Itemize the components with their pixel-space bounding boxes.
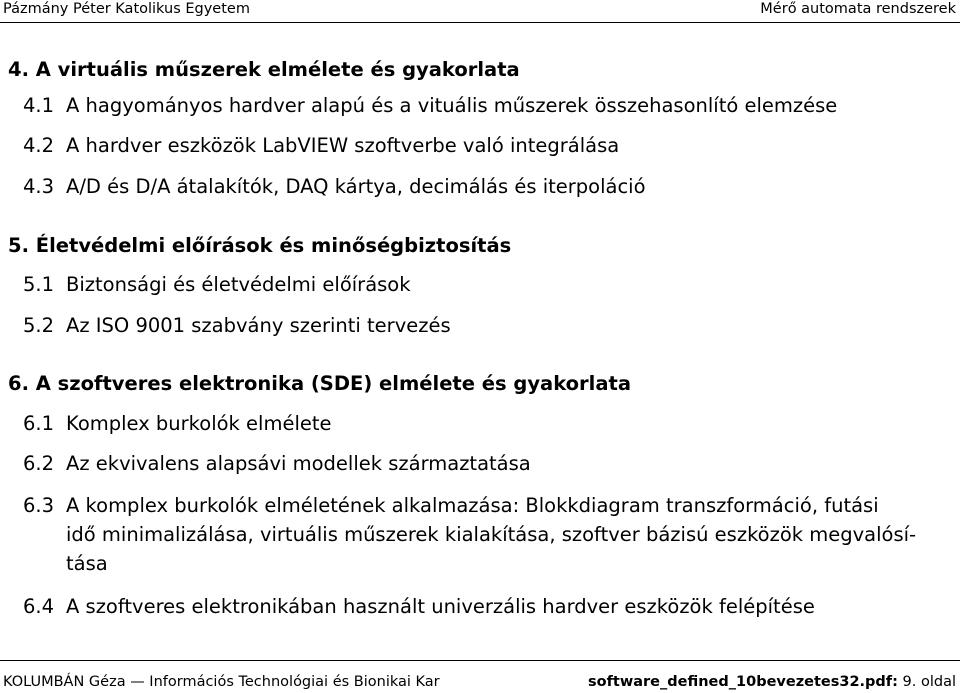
section-title-4: 4. A virtuális műszerek elmélete és gyakorlata (8, 58, 520, 81)
item-text: A hagyományos hardver alapú és a vituális műszerek összehasonlító elemzése (66, 94, 838, 117)
item-number: 5.1 (23, 273, 55, 296)
item-number: 6.2 (23, 452, 55, 475)
page-header (0, 0, 960, 22)
header-university: Pázmány Péter Katolikus Egyetem (3, 1, 250, 17)
list-item (23, 594, 815, 620)
page-footer (0, 660, 960, 693)
footer-filename: software_defined_10bevezetes32.pdf: (588, 674, 898, 690)
item-text-line-2: idő minimalizálása, virtuális műszerek kialakítása, szoftver bázisú eszközök megvalósí- (66, 523, 917, 546)
header-course-title: Mérő automata rendszerek (760, 1, 956, 17)
list-item (23, 491, 923, 578)
footer-author: KOLUMBÁN Géza — Információs Technológiai és Bionikai Kar (3, 674, 440, 690)
item-number: 6.4 (23, 595, 55, 618)
item-text: A szoftveres elektronikában használt univerzális hardver eszközök felépítése (66, 595, 815, 618)
item-text: Az ISO 9001 szabvány szerinti tervezés (66, 314, 451, 337)
header-divider (0, 22, 960, 23)
list-item (23, 174, 646, 200)
list-item (23, 411, 332, 437)
list-item (23, 93, 837, 119)
footer-page-info (588, 673, 956, 691)
item-text-line-3: tása (66, 552, 108, 575)
item-text: Az ekvivalens alapsávi modellek származtatása (66, 452, 531, 475)
section-title-6: 6. A szoftveres elektronika (SDE) elmélete és gyakorlata (8, 372, 631, 395)
item-number: 6.3 (23, 494, 55, 517)
item-number: 6.1 (23, 412, 55, 435)
item-text: A/D és D/A átalakítók, DAQ kártya, decimálás és iterpoláció (66, 175, 646, 198)
list-item (23, 451, 531, 477)
item-number: 5.2 (23, 314, 55, 337)
list-item (23, 313, 451, 339)
item-text: Biztonsági és életvédelmi előírások (66, 273, 411, 296)
list-item (23, 133, 619, 159)
footer-page-number: 9. oldal (902, 674, 956, 690)
list-item (23, 272, 411, 298)
item-number: 4.1 (23, 94, 55, 117)
section-title-5: 5. Életvédelmi előírások és minőségbiztosítás (8, 234, 512, 257)
item-text: A hardver eszközök LabVIEW szoftverbe való integrálása (66, 134, 620, 157)
item-number: 4.2 (23, 134, 55, 157)
item-text-line-1: A komplex burkolók elméletének alkalmazása: Blokkdiagram transzformáció, futási (66, 494, 879, 517)
item-number: 4.3 (23, 175, 55, 198)
footer-divider (0, 660, 960, 661)
item-text: Komplex burkolók elmélete (66, 412, 332, 435)
